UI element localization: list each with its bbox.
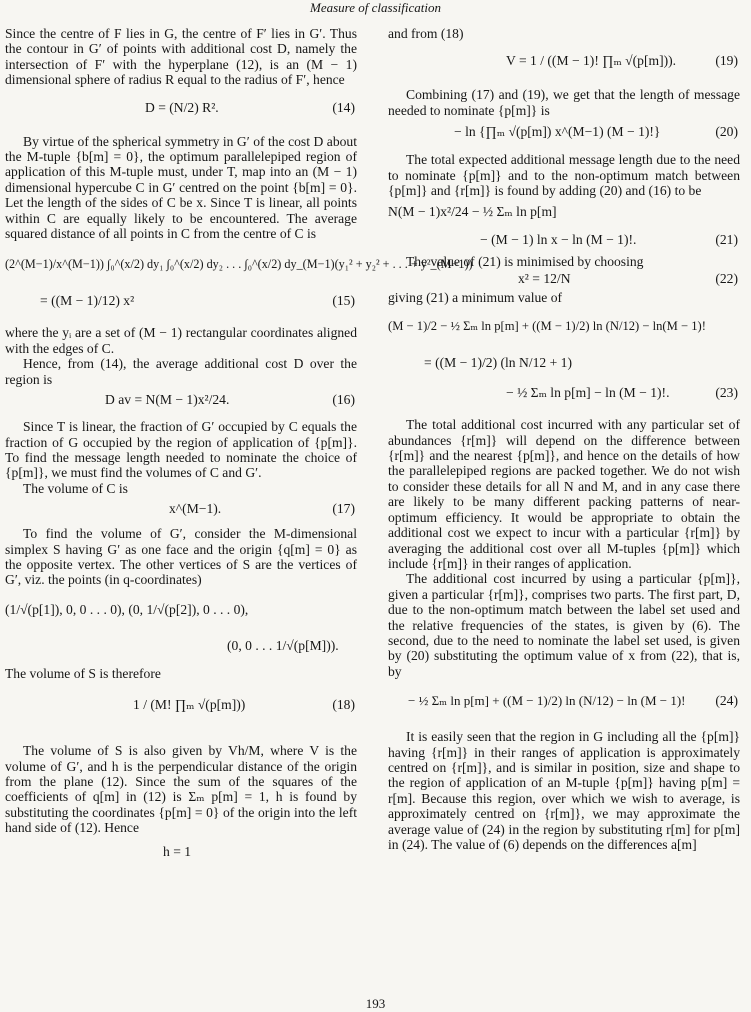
equation-expression: − (M − 1) ln x − ln (M − 1)!. (480, 232, 637, 248)
simplex-vertices (5, 588, 357, 628)
equation-number: (24) (715, 693, 738, 709)
equation-23-first (388, 305, 740, 347)
paragraph: Since the centre of F lies in G, the centre of F′ lies in G′. Thus the contour in G′ of points with additional cost D, namely the intersection of F′ with the hyperplane (12), is an (M − 1) dimensional sphere of radius R equal to the radius of F′, hence (5, 26, 357, 88)
equation-number: (15) (332, 293, 355, 309)
paragraph: Since T is linear, the fraction of G′ occupied by C equals the fraction of G occupied by the region of application of {p[m]}. To find the message length needed to nominate the choice of {p[m]}, we must find the volumes of C and G′. (5, 419, 357, 481)
equation-16 (5, 387, 357, 413)
equation-expression: − ½ Σₘ ln p[m] + ((M − 1)/2) ln (N/12) − ln (M − 1)! (408, 693, 686, 709)
equation-14 (5, 88, 357, 128)
equation-24 (388, 679, 740, 723)
equation-number: (19) (715, 53, 738, 69)
equation-23 (388, 379, 740, 409)
equation-expression: − ln {∏ₘ √(p[m]) x^(M−1) (M − 1)!} (454, 124, 661, 140)
equation-19 (388, 41, 740, 81)
page-number: 193 (365, 996, 386, 1011)
equation-expression: (0, 0 . . . 1/√(p[M])). (227, 637, 339, 653)
equation-expression: = ((M − 1)/2) (ln N/12 + 1) (424, 355, 572, 371)
paragraph: where the yᵢ are a set of (M − 1) rectangular coordinates aligned with the edges of C. (5, 325, 357, 356)
equation-expression: h = 1 (163, 843, 192, 859)
paragraph: The value of (21) is minimised by choosing (406, 254, 644, 270)
equation-number: (22) (715, 270, 738, 286)
paragraph: The additional cost incurred by using a particular {p[m]}, given a particular {r[m]}, comprises two parts. The first part, D, due to the non-optimum match between the label set used and the relative frequencies of the states, is given by (6). The second, due to the need to nominate the label set used, is given by (20) substituting the optimum value of x from (22), that is, by (388, 571, 740, 679)
equation-21 (388, 228, 740, 254)
paragraph: Combining (17) and (19), we get that the length of message needed to nominate {p[m]} is (388, 87, 740, 118)
paragraph: The volume of C is (23, 480, 128, 496)
equation-expression: (1/√(p[1]), 0, 0 . . . 0), (0, 1/√(p[2]), 0 . . . 0), (5, 601, 249, 617)
equation-15 (5, 281, 357, 321)
equation-number: (20) (715, 124, 738, 140)
equation-expression: x² = 12/N (518, 270, 571, 286)
paragraph: The volume of S is therefore (5, 665, 161, 681)
equation-expression: (2^(M−1)/x^(M−1)) ∫₀^(x/2) dy₁ ∫₀^(x/2) dy₂ . . . ∫₀^(x/2) dy_(M−1)(y₁² + y₂² + . . . + y²_(M−1)) (5, 257, 473, 272)
equation-number: (17) (332, 501, 355, 517)
equation-h (5, 836, 357, 864)
equation-number: (23) (715, 385, 738, 401)
equation-expression: V = 1 / ((M − 1)! ∏ₘ √(p[m])). (506, 53, 677, 69)
equation-17 (5, 496, 357, 522)
equation-expression: x^(M−1). (169, 501, 222, 517)
equation-20 (388, 118, 740, 148)
paragraph: The volume of S is also given by Vh/M, where V is the volume of G′, and h is the perpendicular distance of the origin from the plane (12). Since the sum of the squares of the coefficients of q[m] in (12) is Σₘ p[m] = 1, h is found by substituting the coordinates {p[m] = 0} of the origin into the left hand side of (12). Hence (5, 743, 357, 836)
paragraph: and from (18) (388, 26, 464, 41)
equation-21-first (388, 198, 740, 228)
equation-number: (14) (332, 99, 355, 115)
simplex-vertices-continued (5, 628, 357, 666)
equation-23-second (388, 347, 740, 379)
equation-expression: = ((M − 1)/12) x² (40, 293, 135, 309)
equation-expression: (M − 1)/2 − ½ Σₘ ln p[m] + ((M − 1)/2) ln (N/12) − ln(M − 1)! (388, 319, 706, 334)
paragraph: To find the volume of G′, consider the M-dimensional simplex S having G′ as one face and the origin {q[m] = 0} as the opposite vertex. The other vertices of S are the vertices of G′, viz. the points (in q-coordinates) (5, 526, 357, 588)
equation-15-integral (5, 251, 473, 281)
equation-expression: − ½ Σₘ ln p[m] − ln (M − 1)!. (506, 385, 670, 401)
equation-number: (21) (715, 232, 738, 248)
paragraph: The total expected additional message length due to the need to nominate {p[m]} and to the non-optimum match between {p[m]} and {r[m]} is found by adding (20) and (16) to be (388, 152, 740, 199)
running-title: Measure of classification (310, 0, 441, 15)
equation-22 (388, 270, 740, 290)
equation-number: (18) (332, 697, 355, 713)
equation-expression: 1 / (M! ∏ₘ √(p[m])) (133, 697, 246, 713)
equation-expression: D = (N/2) R². (145, 99, 219, 115)
equation-number: (16) (332, 392, 355, 408)
paragraph: By virtue of the spherical symmetry in G′ of the cost D about the M-tuple {b[m] = 0}, the optimum parallelepiped region of application of this M-tuple must, under T, map into an (M − 1) dimensional hypercube C in G′ centred on the point {b[m] = 0}. Let the length of the sides of C be x. Since T is linear, all points within C are equally likely to be encountered. The average squared distance of all points in C from the centre of C is (5, 133, 357, 242)
equation-expression: D av = N(M − 1)x²/24. (105, 392, 230, 408)
right-column (388, 26, 740, 852)
paragraph: The total additional cost incurred with any particular set of abundances {r[m]} will depend on the difference between {r[m]} and the nearest {p[m]}, and hence on the details of how the parallelepiped regions are packed together. We do not wish to consider these details for all N and M, and in any case there are likely to be many different packing patterns of near-optimum efficiency. It would be appropriate to obtain the additional cost we expect to incur with a particular {r[m]} by averaging the additional cost over all M-tuples {p[m]} which include {r[m]} in their ranges of application. (388, 417, 740, 571)
paragraph: giving (21) a minimum value of (388, 289, 563, 305)
paragraph: It is easily seen that the region in G including all the {p[m]} having {r[m]} in their ranges of application is approximately centred on {r[m]}, and is similar in position, size and shape to the region of application of an M-tuple {p[m]} having p[m] = r[m]. Because this region, over which we wish to average, is approximately centred on {r[m]}, we may approximate the average value of (24) in the region by substituting r[m] for p[m] in (24). The value of (6) depends on the differences a[m] (388, 729, 740, 852)
paragraph: Hence, from (14), the average additional cost D over the region is (5, 356, 357, 387)
equation-expression: N(M − 1)x²/24 − ½ Σₘ ln p[m] (388, 204, 557, 220)
equation-18 (5, 681, 357, 729)
